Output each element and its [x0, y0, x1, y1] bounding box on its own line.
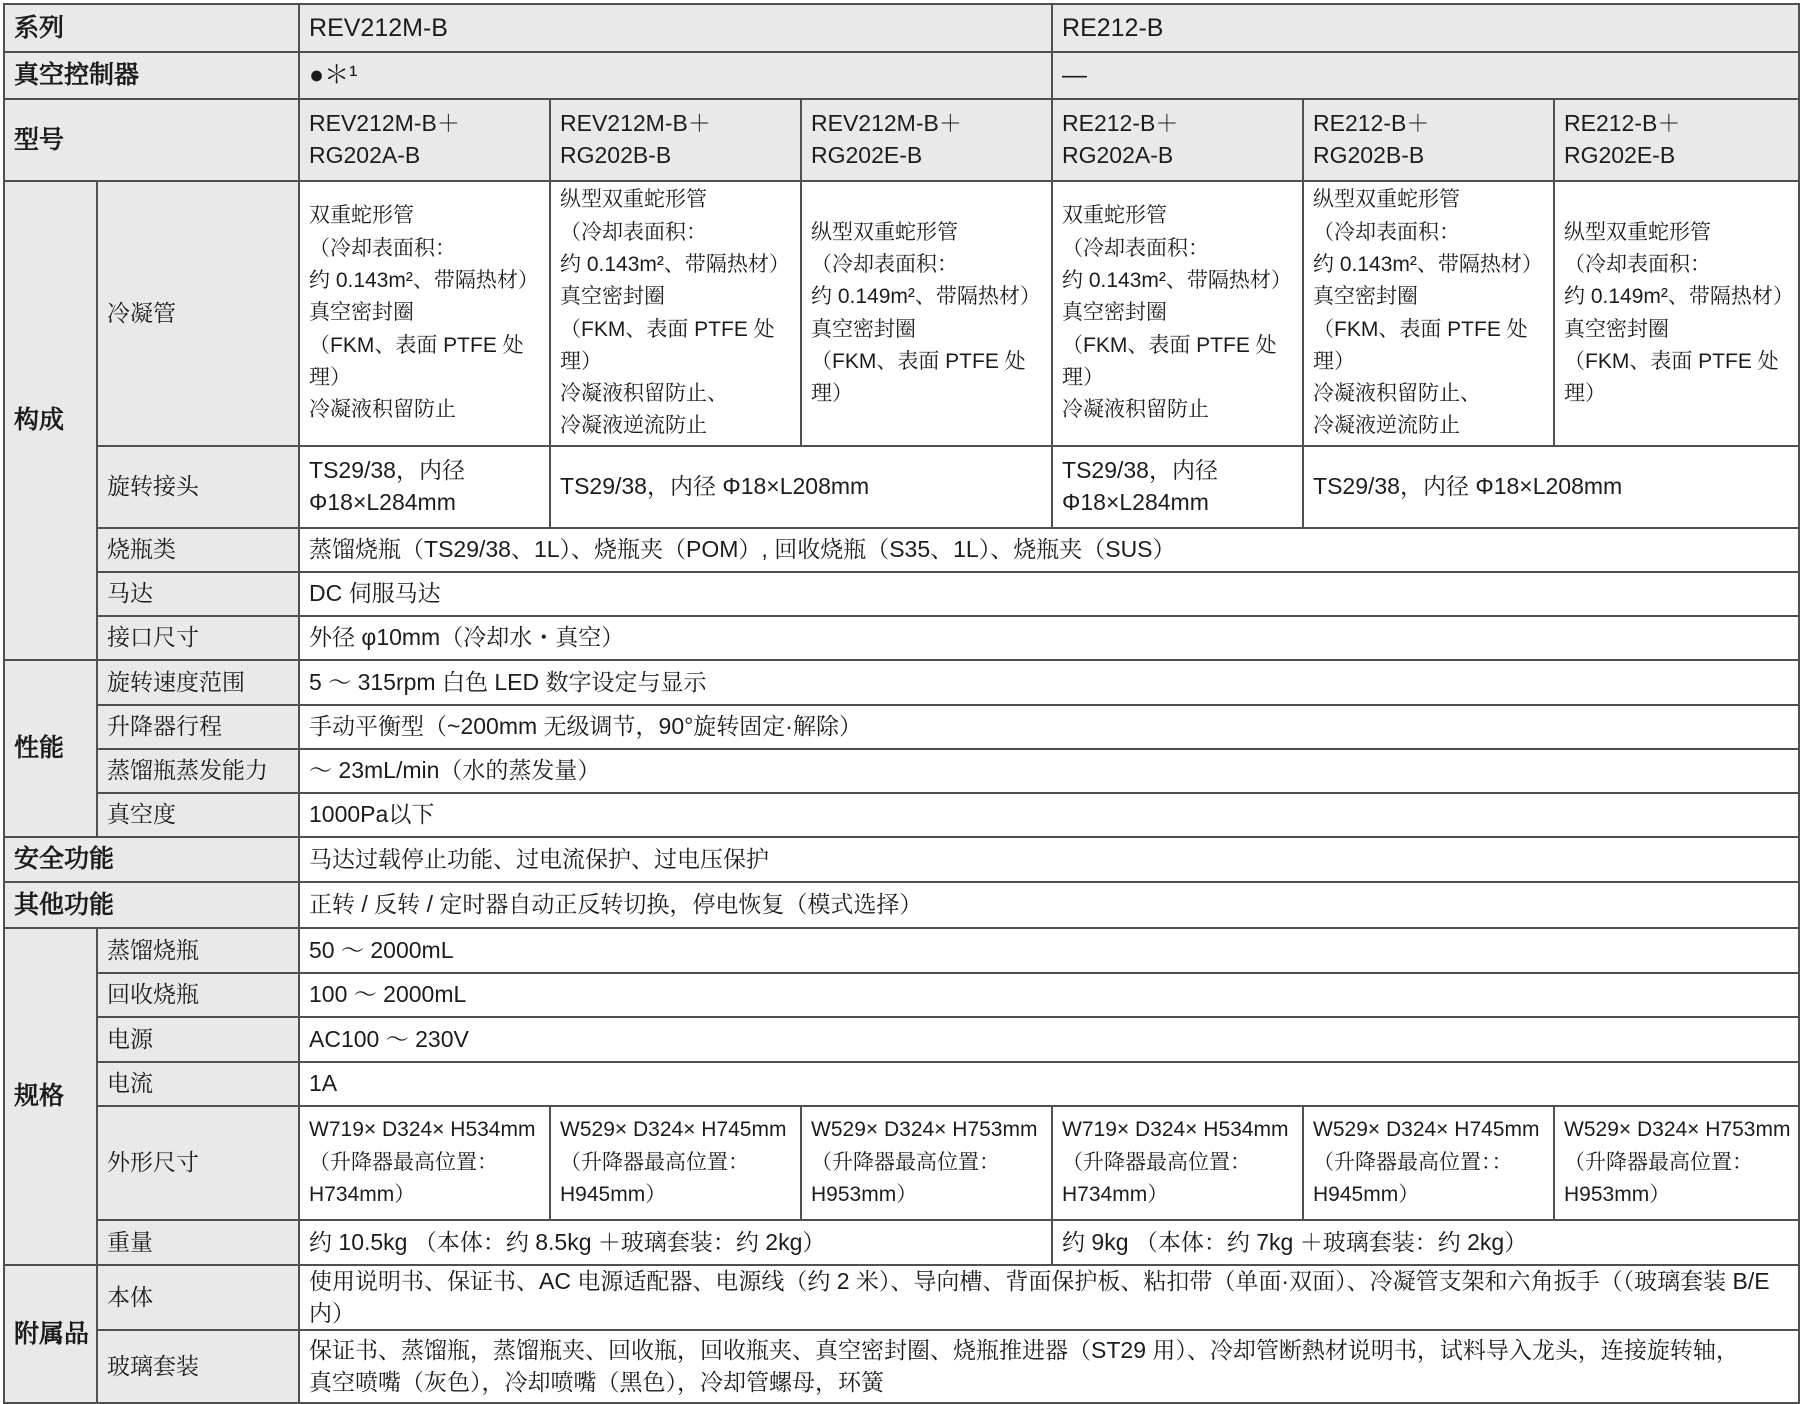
condenser-cell: 纵型双重蛇形管 （冷却表面积： 约 0.149m²、带隔热材） 真空密封圈 （FKM、表面 PTFE 处理）: [1554, 181, 1799, 446]
model-cell: RE212-B＋ RG202A-B: [1052, 99, 1303, 181]
model-cell: REV212M-B＋ RG202E-B: [801, 99, 1052, 181]
speed-value: 5 ～ 315rpm 白色 LED 数字设定与显示: [299, 660, 1799, 705]
series-re212: RE212-B: [1052, 4, 1799, 52]
row-recovery-flask: [4, 973, 1799, 1017]
condenser-cell: 双重蛇形管 （冷却表面积： 约 0.143m²、带隔热材） 真空密封圈 （FKM、表面 PTFE 处理） 冷凝液积留防止: [299, 181, 550, 446]
row-power: [4, 1017, 1799, 1062]
vacuum-degree-label: 真空度: [97, 793, 299, 837]
dimensions-cell: W529× D324× H745mm （升降器最高位置： H945mm）: [550, 1106, 801, 1220]
safety-value: 马达过载停止功能、过电流保护、过电压保护: [299, 837, 1799, 882]
distill-flask-label: 蒸馏烧瓶: [97, 928, 299, 973]
weight-label: 重量: [97, 1220, 299, 1265]
row-vacuum-degree: [4, 793, 1799, 837]
row-flasks: [4, 528, 1799, 572]
row-safety: [4, 837, 1799, 882]
accessories-body-label: 本体: [97, 1265, 299, 1330]
row-series: [4, 4, 1799, 52]
safety-label: 安全功能: [4, 837, 299, 882]
row-motor: [4, 572, 1799, 616]
condenser-cell: 纵型双重蛇形管 （冷却表面积： 约 0.143m²、带隔热材） 真空密封圈 （FKM、表面 PTFE 处理） 冷凝液积留防止、 冷凝液逆流防止: [550, 181, 801, 446]
rotary-joint-cell: TS29/38，内径 Φ18×L284mm: [1052, 446, 1303, 528]
row-accessories-glass: [4, 1330, 1799, 1403]
power-label: 电源: [97, 1017, 299, 1062]
model-label: 型号: [4, 99, 299, 181]
row-speed: [4, 660, 1799, 705]
dimensions-cell: W529× D324× H753mm （升降器最高位置： H953mm）: [1554, 1106, 1799, 1220]
composition-label: 构成: [4, 181, 97, 660]
row-current: [4, 1062, 1799, 1106]
condenser-cell: 纵型双重蛇形管 （冷却表面积： 约 0.143m²、带隔热材） 真空密封圈 （FKM、表面 PTFE 处理） 冷凝液积留防止、 冷凝液逆流防止: [1303, 181, 1554, 446]
row-port-size: [4, 616, 1799, 660]
port-size-label: 接口尺寸: [97, 616, 299, 660]
model-cell: REV212M-B＋ RG202B-B: [550, 99, 801, 181]
weight-rev212m: 约 10.5kg （本体：约 8.5kg ＋玻璃套装：约 2kg）: [299, 1220, 1052, 1265]
accessories-glass-value: 保证书、蒸馏瓶，蒸馏瓶夹、回收瓶，回收瓶夹、真空密封圈、烧瓶推进器（ST29 用）、冷却管断熱材说明书，试料导入龙头，连接旋转轴， 真空喷嘴（灰色），冷却喷嘴（黑色），冷却管螺母，环簧: [299, 1330, 1799, 1403]
recovery-flask-value: 100 ～ 2000mL: [299, 973, 1799, 1017]
model-cell: RE212-B＋ RG202E-B: [1554, 99, 1799, 181]
evaporation-value: ～ 23mL/min（水的蒸发量）: [299, 749, 1799, 793]
rotary-joint-cell: TS29/38，内径 Φ18×L284mm: [299, 446, 550, 528]
series-label: 系列: [4, 4, 299, 52]
lift-value: 手动平衡型（~200mm 无级调节，90°旋转固定·解除）: [299, 705, 1799, 749]
power-value: AC100 ～ 230V: [299, 1017, 1799, 1062]
vacuum-controller-label: 真空控制器: [4, 52, 299, 99]
specs-label: 规格: [4, 928, 97, 1265]
vacuum-controller-rev212m: ●＊¹: [299, 52, 1052, 99]
row-dimensions: [4, 1106, 1799, 1220]
model-cell: REV212M-B＋ RG202A-B: [299, 99, 550, 181]
condenser-cell: 双重蛇形管 （冷却表面积： 约 0.143m²、带隔热材） 真空密封圈 （FKM、表面 PTFE 处理） 冷凝液积留防止: [1052, 181, 1303, 446]
row-weight: [4, 1220, 1799, 1265]
rotary-joint-cell: TS29/38，内径 Φ18×L208mm: [550, 446, 1052, 528]
dimensions-cell: W529× D324× H745mm （升降器最高位置：： H945mm）: [1303, 1106, 1554, 1220]
row-rotary-joint: [4, 446, 1799, 528]
flasks-value: 蒸馏烧瓶（TS29/38、1L）、烧瓶夹（POM）, 回收烧瓶（S35、1L）、烧瓶夹（SUS）: [299, 528, 1799, 572]
vacuum-degree-value: 1000Pa以下: [299, 793, 1799, 837]
current-label: 电流: [97, 1062, 299, 1106]
dimensions-cell: W529× D324× H753mm （升降器最高位置： H953mm）: [801, 1106, 1052, 1220]
recovery-flask-label: 回收烧瓶: [97, 973, 299, 1017]
row-model: [4, 99, 1799, 181]
vacuum-controller-re212: —: [1052, 52, 1799, 99]
lift-label: 升降器行程: [97, 705, 299, 749]
evaporation-label: 蒸馏瓶蒸发能力: [97, 749, 299, 793]
row-lift: [4, 705, 1799, 749]
row-accessories-body: [4, 1265, 1799, 1330]
accessories-body-value: 使用说明书、保证书、AC 电源适配器、电源线（约 2 米）、导向槽、背面保护板、粘扣带（单面·双面）、冷凝管支架和六角扳手（（玻璃套装 B/E 内）: [299, 1265, 1799, 1330]
row-vacuum-controller: [4, 52, 1799, 99]
spec-table: [3, 3, 1800, 1404]
current-value: 1A: [299, 1062, 1799, 1106]
row-evaporation: [4, 749, 1799, 793]
port-size-value: 外径 φ10mm（冷却水・真空）: [299, 616, 1799, 660]
rotary-joint-cell: TS29/38，内径 Φ18×L208mm: [1303, 446, 1799, 528]
speed-label: 旋转速度范围: [97, 660, 299, 705]
motor-label: 马达: [97, 572, 299, 616]
motor-value: DC 伺服马达: [299, 572, 1799, 616]
model-cell: RE212-B＋ RG202B-B: [1303, 99, 1554, 181]
series-rev212m: REV212M-B: [299, 4, 1052, 52]
row-condenser: [4, 181, 1799, 446]
condenser-cell: 纵型双重蛇形管 （冷却表面积： 约 0.149m²、带隔热材） 真空密封圈 （FKM、表面 PTFE 处理）: [801, 181, 1052, 446]
distill-flask-value: 50 ～ 2000mL: [299, 928, 1799, 973]
performance-label: 性能: [4, 660, 97, 837]
accessories-label: 附属品: [4, 1265, 97, 1403]
dimensions-label: 外形尺寸: [97, 1106, 299, 1220]
rotary-joint-label: 旋转接头: [97, 446, 299, 528]
other-label: 其他功能: [4, 882, 299, 928]
dimensions-cell: W719× D324× H534mm （升降器最高位置： H734mm）: [299, 1106, 550, 1220]
row-distill-flask: [4, 928, 1799, 973]
accessories-glass-label: 玻璃套装: [97, 1330, 299, 1403]
other-value: 正转 / 反转 / 定时器自动正反转切换，停电恢复（模式选择）: [299, 882, 1799, 928]
condenser-label: 冷凝管: [97, 181, 299, 446]
flasks-label: 烧瓶类: [97, 528, 299, 572]
dimensions-cell: W719× D324× H534mm （升降器最高位置： H734mm）: [1052, 1106, 1303, 1220]
weight-re212: 约 9kg （本体：约 7kg ＋玻璃套装：约 2kg）: [1052, 1220, 1799, 1265]
row-other: [4, 882, 1799, 928]
